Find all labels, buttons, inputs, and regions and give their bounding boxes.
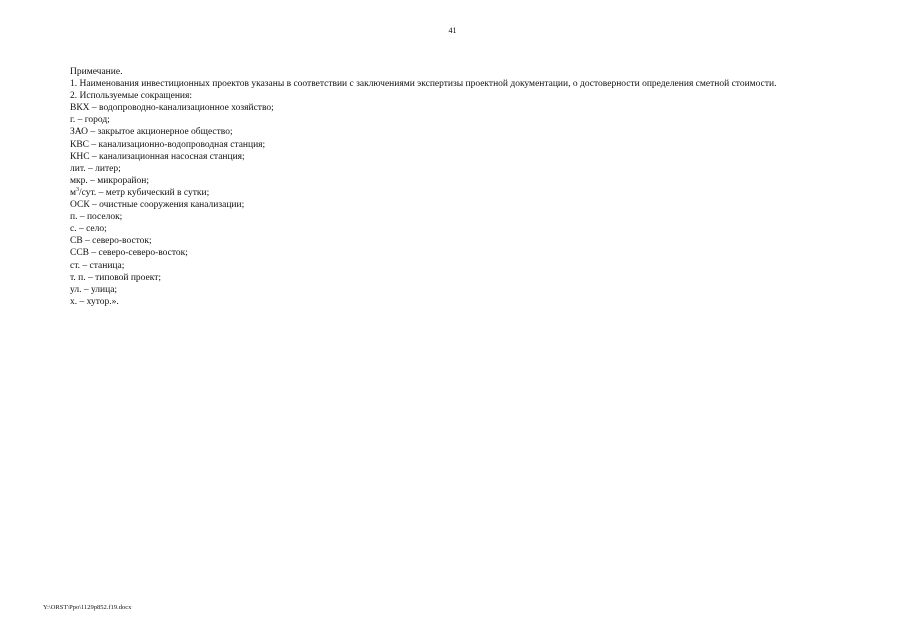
abbreviation-item: ОСК – очистные сооружения канализации; (70, 200, 245, 211)
abbreviation-item: х. – хутор.». (70, 296, 119, 307)
abbreviation-item: ССВ – северо-северо-восток; (70, 248, 188, 259)
footer-file-path: Y:\ORST\Ppo\1129p852.f19.docx (43, 604, 132, 611)
note-item-1: 1. Наименования инвестиционных проектов указаны в соответствии с заключениями экспертизы проектной документации, о достоверности определения сметной стоимости. (70, 79, 777, 90)
abbreviation-item: ЗАО – закрытое акционерное общество; (70, 127, 233, 138)
abbreviation-item: ВКХ – водопроводно-канализационное хозяйство; (70, 103, 274, 114)
note-block (70, 66, 870, 308)
abbreviation-item: КНС – канализационная насосная станция; (70, 151, 245, 162)
abbreviation-item: мкр. – микрорайон; (70, 175, 149, 186)
abbreviation-item: г. – город; (70, 115, 110, 126)
abbreviation-item: с. – село; (70, 224, 107, 235)
abbreviation-item: КВС – канализационно-водопроводная станция; (70, 139, 266, 150)
abbreviation-cubic-unit: м (70, 187, 77, 198)
note-item-2: 2. Используемые сокращения: (70, 91, 192, 102)
abbreviation-cubic-rest: /сут. – метр кубический в сутки; (79, 187, 210, 198)
abbreviation-item: т. п. – типовой проект; (70, 272, 162, 283)
abbreviation-item: ст. – станица; (70, 260, 125, 271)
note-heading: Примечание. (70, 67, 123, 77)
abbreviation-item-cubic-meter (70, 187, 870, 199)
abbreviation-item: лит. – литер; (70, 163, 121, 174)
cubic-superscript: 3 (76, 186, 80, 193)
abbreviation-item: п. – поселок; (70, 212, 123, 223)
abbreviation-item: ул. – улица; (70, 284, 118, 295)
page-number: 41 (448, 26, 457, 35)
abbreviation-item: СВ – северо-восток; (70, 236, 152, 247)
